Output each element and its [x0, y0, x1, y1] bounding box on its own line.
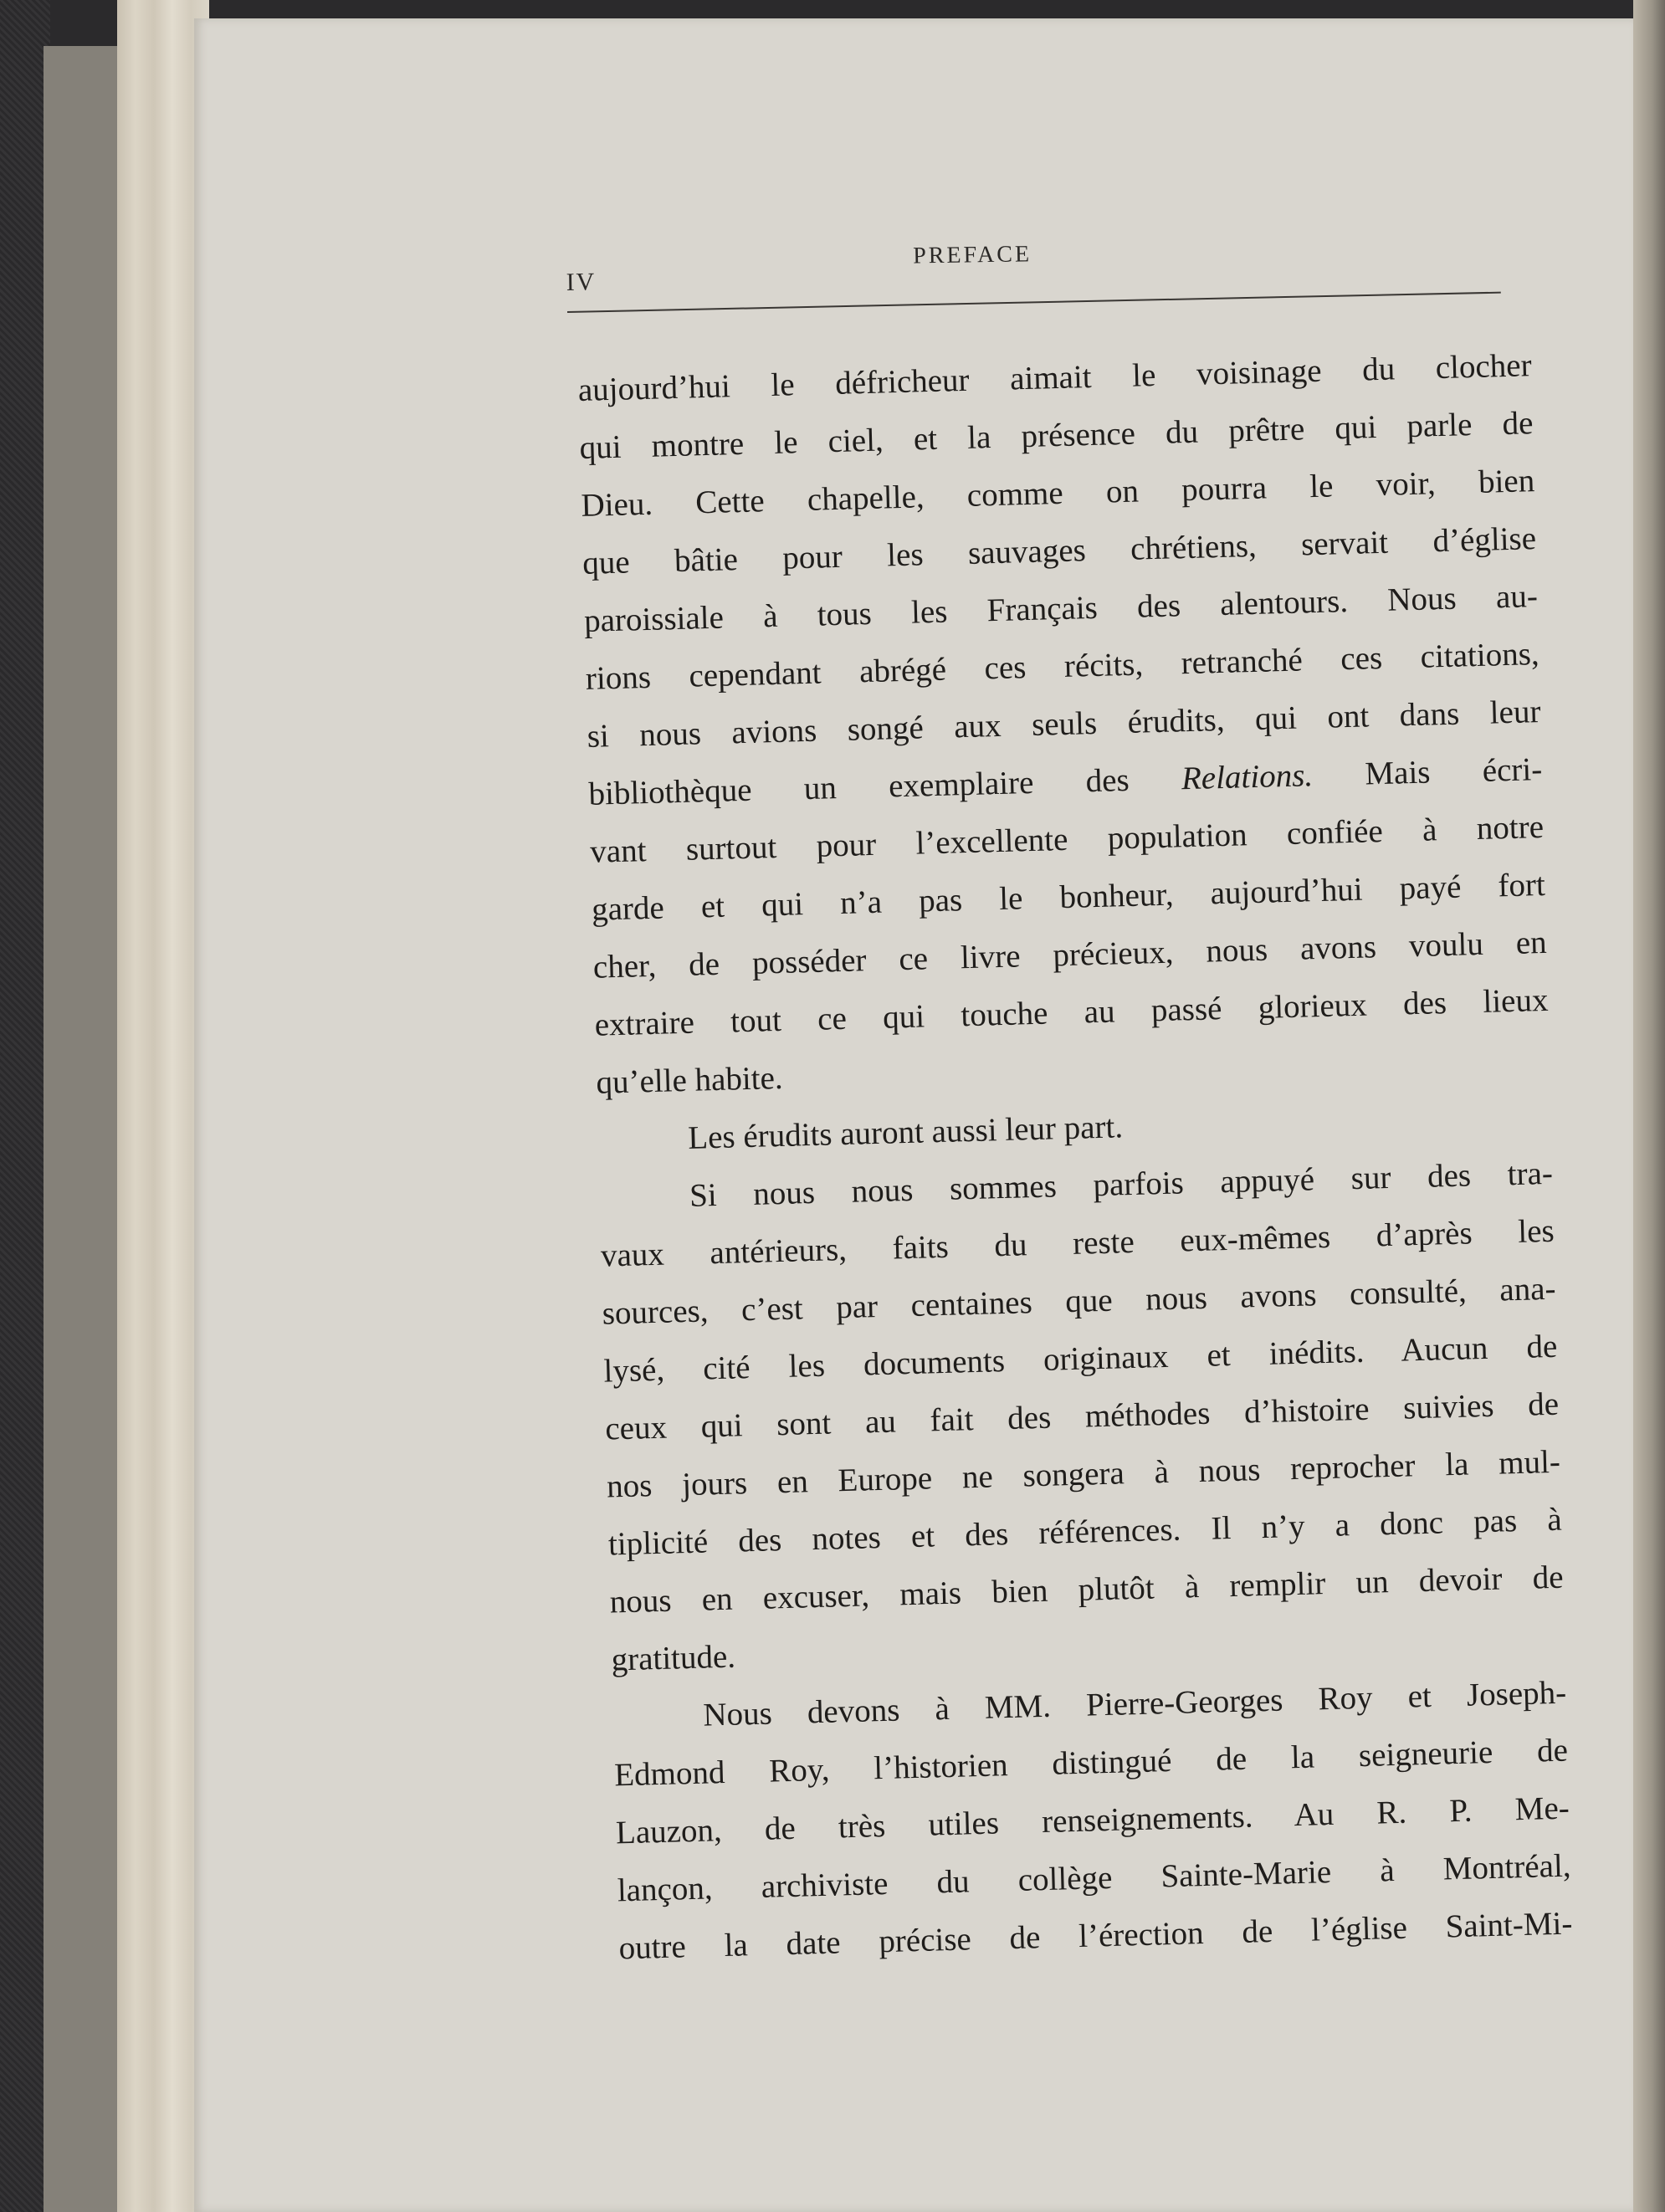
- text-line: vaux antérieurs, faits du reste eux-mêmes d’après les: [600, 1212, 1555, 1274]
- running-head: PREFACE: [912, 241, 1032, 269]
- text-line: si nous avions songé aux seuls érudits, qui ont dans leur: [587, 694, 1541, 755]
- text-line: que bâtie pour les sauvages chrétiens, servait d’église: [581, 520, 1537, 581]
- text-line: rions cependant abrégé ces récits, retranché ces citations,: [585, 636, 1540, 697]
- text-line: ceux qui sont au fait des méthodes d’histoire suivies de: [604, 1385, 1560, 1447]
- gutter-shadow: [1633, 0, 1665, 2212]
- text-line: Dieu. Cette chapelle, comme on pourra le voir, bien: [580, 463, 1535, 524]
- text-line: aujourd’hui le défricheur aimait le voisinage du clocher: [577, 347, 1533, 408]
- text-line: nous en excuser, mais bien plutôt à remplir un devoir de: [609, 1559, 1565, 1621]
- text-line: gratitude.: [611, 1638, 736, 1678]
- body-text: [577, 336, 1573, 1977]
- text-line: sources, c’est par centaines que nous avons consulté, ana-: [602, 1270, 1556, 1332]
- text-line: Edmond Roy, l’historien distingué de la seigneurie de: [613, 1732, 1569, 1794]
- text-line: garde et qui n’a pas le bonheur, aujourd’hui payé fort: [591, 866, 1546, 928]
- text-line: Si nous nous sommes parfois appuyé sur des tra-: [689, 1155, 1554, 1214]
- text-line: cher, de posséder ce livre précieux, nous avons voulu en: [592, 924, 1548, 986]
- text-run: Mais écri-: [1312, 750, 1543, 794]
- text-line: nos jours en Europe ne songera à nous reprocher la mul-: [606, 1443, 1561, 1505]
- text-line: paroissiale à tous les Français des alentours. Nous au-: [583, 578, 1539, 639]
- text-line: lançon, archiviste du collège Sainte-Marie à Montréal,: [617, 1847, 1572, 1909]
- text-line: tiplicité des notes et des références. Il n’y a donc pas à: [607, 1501, 1563, 1563]
- text-line: Les érudits auront aussi leur part.: [687, 1109, 1124, 1156]
- italic-title: Relations.: [1181, 757, 1314, 797]
- text-run: bibliothèque un exemplaire des: [587, 760, 1182, 812]
- text-line: outre la date précise de l’érection de l’église Saint-Mi-: [618, 1905, 1573, 1967]
- text-line: Nous devons à MM. Pierre-Georges Roy et Joseph-: [702, 1674, 1567, 1733]
- text-line: qu’elle habite.: [596, 1059, 784, 1101]
- text-line: qui montre le ciel, et la présence du prêtre qui parle de: [579, 405, 1534, 466]
- text-line: vant surtout pour l’excellente population confiée à notre: [589, 808, 1545, 870]
- binding-cloth: [0, 0, 50, 2212]
- text-line: Lauzon, de très utiles renseignements. Au R. P. Me-: [615, 1790, 1570, 1851]
- page-number: IV: [566, 268, 597, 296]
- text-line: lysé, cité les documents originaux et inédits. Aucun de: [603, 1328, 1558, 1390]
- text-line: extraire tout ce qui touche au passé glorieux des lieux: [594, 981, 1549, 1043]
